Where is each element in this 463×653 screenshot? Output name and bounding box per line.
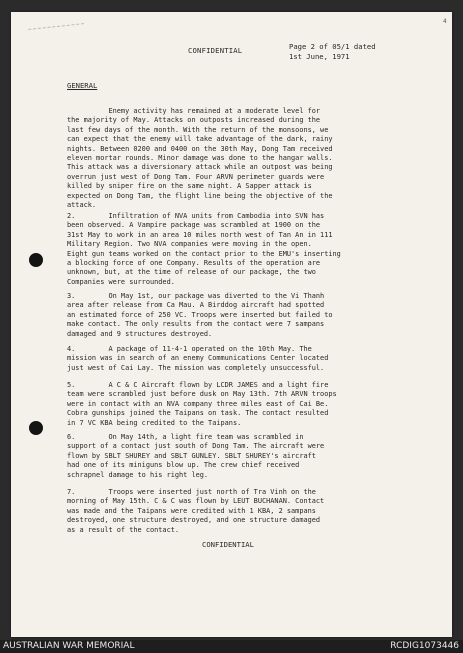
paragraph-5: 5. A C & C Aircraft flown by LCDR JAMES and a light fire team were scrambled just before dusk on May 13th. 7th ARVN troops were in contact with an NVA company three miles east of Cai Be. Cobra gunships joined the Taipans on task. The contact resulted in 7 VC KBA being credited to the Taipans. xyxy=(67,381,337,427)
paragraph-2: 2. Infiltration of NVA units from Cambodia into SVN has been observed. A Vampire package was scrambled at 1900 on the 31st May to work in an area 10 miles north west of Tan An in 111 Military Region. Two NVA companies were moving in the open. Eight gun teams worked on the contact prior to the EMU's inserting a blocking force of one Company. Results of the operation are unknown, but, at the time of release of our package, the two Companies were surrounded. xyxy=(67,212,341,286)
paragraph-7: 7. Troops were inserted just north of Tra Vinh on the morning of May 15th. C & C was flown by LEUT BUCHANAN. Contact was made and the Taipans were credited with 1 KBA, 2 sampans destroyed, one structure destroyed, and one structure damaged as a result of the contact. xyxy=(67,488,325,534)
paragraph-6: 6. On May 14th, a light fire team was scrambled in support of a contact just south of Dong Tam. The aircraft were flown by SBLT SHUREY and SBLT GUNLEY. SBLT SHUREY's aircraft had one of its miniguns blow up. The crew chief received schrapnel damage to his right leg. xyxy=(67,433,325,479)
archive-name: AUSTRALIAN WAR MEMORIAL xyxy=(3,641,135,651)
archive-id: RCDIG1073446 xyxy=(390,641,459,651)
header-reference xyxy=(289,42,376,62)
header-classification: CONFIDENTIAL xyxy=(188,46,243,55)
reference-line-2: 1st June, 1971 xyxy=(289,52,350,61)
page-number: 4 xyxy=(443,18,447,25)
archive-caption-bar xyxy=(0,640,463,653)
punch-hole-bottom xyxy=(29,421,43,435)
paragraph-4: 4. A package of 11-4-1 operated on the 10th May. The mission was in search of an enemy Communications Center located just west of Cai Lay. The mission was completely unsuccessful. xyxy=(67,345,329,372)
punch-hole-top xyxy=(29,253,43,267)
paragraph-1: Enemy activity has remained at a moderate level for the majority of May. Attacks on outposts increased during the last few days of the month. With the return of the monsoons, we can expect that the enemy will take advantage of the dark, rainy nights. Between 0200 and 0400 on the 30th May, Dong Tam received eleven mortar rounds. Minor damage was done to the hangar walls. This attack was a diversionary attack while an outpost was being overrun just west of Dong Tam. Four ARVN perimeter guards were killed by sniper fire on the same night. A Sapper attack is expected on Dong Tam, the flight line being the objective of the attack. xyxy=(67,107,333,210)
fold-mark xyxy=(28,23,85,46)
footer-classification: CONFIDENTIAL xyxy=(202,540,254,549)
reference-line-1: Page 2 of 05/1 dated xyxy=(289,42,376,51)
paragraph-3: 3. On May 1st, our package was diverted to the Vi Thanh area after release from Ca Mau. A Birddog aircraft had spotted an estimated force of 250 VC. Troops were inserted but failed to make contact. The only results from the contact were 7 sampans damaged and 9 structures destroyed. xyxy=(67,292,333,338)
section-heading: GENERAL xyxy=(67,81,98,90)
document-page xyxy=(11,12,452,637)
